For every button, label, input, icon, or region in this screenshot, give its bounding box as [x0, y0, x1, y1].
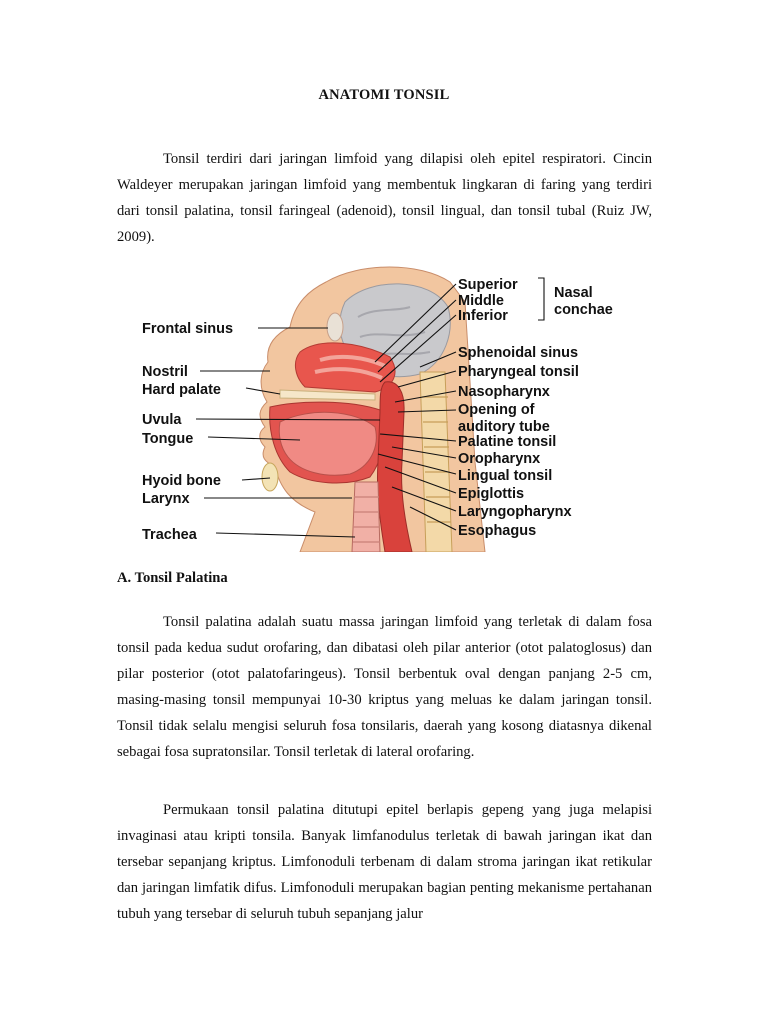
section-paragraph-2	[117, 797, 652, 927]
label-esophagus: Esophagus	[458, 523, 537, 539]
label-hard-palate: Hard palate	[142, 382, 221, 398]
label-tongue: Tongue	[142, 431, 194, 447]
frontal-sinus	[327, 313, 343, 341]
label-inferior: Inferior	[458, 308, 508, 324]
hyoid-bone-shape	[262, 463, 278, 491]
page-title: ANATOMI TONSIL	[318, 87, 450, 103]
label-lingual-tonsil: Lingual tonsil	[458, 468, 553, 484]
label-frontal-sinus: Frontal sinus	[142, 321, 234, 337]
label-trachea: Trachea	[142, 527, 197, 543]
label-palatine-tonsil: Palatine tonsil	[458, 434, 557, 450]
label-nasopharynx: Nasopharynx	[458, 384, 550, 400]
section-heading: A. Tonsil Palatina	[117, 570, 228, 586]
label-nasal: Nasal	[554, 285, 593, 301]
label-auditory-tube: auditory tube	[458, 419, 550, 435]
label-epiglottis: Epiglottis	[458, 486, 525, 502]
label-superior: Superior	[458, 277, 518, 293]
section-paragraph-1	[117, 609, 652, 765]
label-sphenoidal-sinus: Sphenoidal sinus	[458, 345, 579, 361]
section-paragraph-2-text: Permukaan tonsil palatina ditutupi epitel berlapis gepeng yang juga melapisi invaginasi atau kripti tonsila. Banyak limfanodulus terletak di bawah jaringan ikat dan tersebar sepanjang kriptus. Limfonoduli terbenam di dalam stroma jaringan ikat retikular dan jaringan limfatik difus. Limfonoduli merupakan bagian penting mekanisme pertahanan tubuh yang tersebar di seluruh tubuh sepanjang jalur	[117, 802, 652, 922]
label-laryngopharynx: Laryngopharynx	[458, 504, 572, 520]
intro-text: Tonsil terdiri dari jaringan limfoid yang dilapisi oleh epitel respiratori. Cincin Waldeyer merupakan jaringan limfoid yang membentuk lingkaran di faring yang terdiri dari tonsil palatina, tonsil faringeal (adenoid), tonsil lingual, dan tonsil tubal (Ruiz JW, 2009).	[117, 151, 652, 245]
label-nostril: Nostril	[142, 364, 188, 380]
head-sagittal-diagram	[130, 262, 640, 552]
label-larynx: Larynx	[142, 491, 190, 507]
label-oropharynx: Oropharynx	[458, 451, 541, 467]
section-paragraph-1-text: Tonsil palatina adalah suatu massa jaringan limfoid yang terletak di dalam fosa tonsil pada kedua sudut orofaring, dan dibatasi oleh pilar anterior (otot palatoglosus) dan pilar posterior (otot palatofaringeus). Tonsil berbentuk oval dengan panjang 2-5 cm, masing-masing tonsil mempunyai 10-30 kriptus yang meluas ke dalam jaringan tonsil. Tonsil tidak selalu mengisi seluruh fosa tonsilaris, daerah yang kosong diatasnya dikenal sebagai fosa supratonsilar. Tonsil terletak di lateral orofaring.	[117, 614, 652, 760]
label-uvula: Uvula	[142, 412, 182, 428]
label-opening-of: Opening of	[458, 402, 535, 418]
label-conchae: conchae	[554, 302, 613, 318]
intro-paragraph	[117, 146, 652, 250]
label-hyoid-bone: Hyoid bone	[142, 473, 221, 489]
label-pharyngeal-tonsil: Pharyngeal tonsil	[458, 364, 579, 380]
label-middle: Middle	[458, 293, 504, 309]
tonsil-anatomy-figure	[130, 262, 640, 552]
